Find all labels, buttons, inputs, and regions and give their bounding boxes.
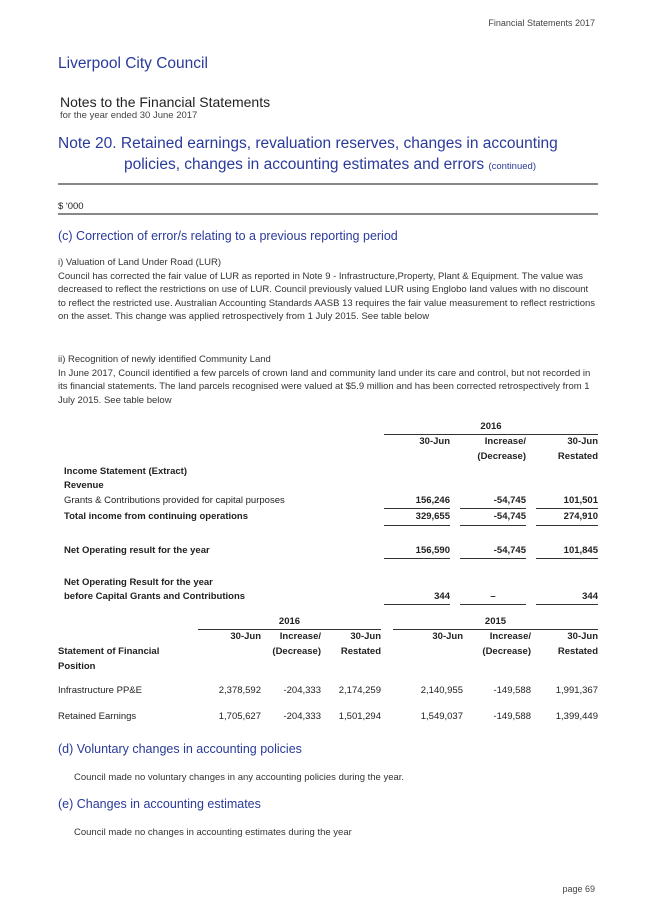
col-subheader: (Decrease) [482, 646, 531, 657]
table-row [64, 493, 598, 508]
financial-position-table [58, 614, 598, 723]
cell: -204,333 [283, 684, 321, 696]
table-row [64, 543, 598, 558]
section-e-body: Council made no changes in accounting estimates during the year [74, 827, 352, 838]
cell: 1,501,294 [338, 710, 381, 722]
row-label: Infrastructure PP&E [58, 684, 142, 696]
cell: 1,991,367 [555, 684, 598, 696]
position-title: Statement of Financial [58, 646, 160, 657]
notes-subtitle: for the year ended 30 June 2017 [60, 110, 198, 121]
cell: 344 [536, 589, 598, 604]
section-d-body: Council made no voluntary changes in any accounting policies during the year. [74, 772, 405, 783]
row-label: Total income from continuing operations [64, 511, 249, 522]
table-row [64, 589, 598, 604]
cell: -149,588 [493, 684, 531, 696]
item1-title: i) Valuation of Land Under Road (LUR) [58, 257, 221, 268]
revenue-label: Revenue [64, 480, 104, 491]
note-heading-line2-text: policies, changes in accounting estimates and errors [124, 156, 485, 173]
position-year-2016: 2016 [198, 614, 381, 629]
section-c-item2 [58, 353, 598, 407]
col-header: 30-Jun [230, 631, 261, 643]
col-subheader: (Decrease) [272, 646, 321, 657]
section-c-item1 [58, 256, 598, 324]
table-row [64, 508, 598, 525]
document-header-title: Financial Statements 2017 [488, 18, 595, 28]
cell: -54,745 [460, 493, 526, 508]
units-rule [58, 213, 598, 215]
row-label: before Capital Grants and Contributions [64, 591, 246, 602]
col-header: 30-Jun [567, 631, 598, 643]
table-row [64, 575, 598, 589]
top-rule [58, 183, 598, 185]
income-col2-header: Increase/ [484, 436, 526, 448]
cell: 274,910 [536, 508, 598, 525]
council-name: Liverpool City Council [58, 55, 208, 72]
item2-body: In June 2017, Council identified a few parcels of crown land and community land under its care and control, but not recorded in its financial statements. The land parcels recognised were valued at $5.9 million and has been corrected retrospectively from 1 July 2015. See table below [58, 367, 591, 406]
item1-body: Council has corrected the fair value of LUR as reported in Note 9 - Infrastructure,Property, Plant & Equipment. The value was decreased to reflect the restrictions on use of LUR. Council previously valued LUR using Englobo land values with no discount to reflect the restricted use. Australian Accounting Standards AASB 13 requires the fair value measurement to reflect restrictions on the asset. This change was applied retrospectively from 1 July 2015. See table below [58, 270, 596, 322]
notes-title: Notes to the Financial Statements [60, 94, 271, 110]
units-label: $ '000 [58, 201, 84, 212]
cell: – [460, 589, 526, 604]
cell: 1,705,627 [218, 710, 261, 722]
income-col3-header: 30-Jun [567, 436, 598, 448]
row-label: Retained Earnings [58, 710, 137, 722]
cell: 344 [384, 589, 450, 604]
row-label: Grants & Contributions provided for capital purposes [64, 495, 285, 506]
cell: 2,174,259 [338, 684, 381, 696]
table-row [58, 709, 598, 723]
col-subheader: Restated [557, 646, 598, 657]
cell: 101,845 [536, 543, 598, 558]
col-header: Increase/ [279, 631, 321, 643]
note-heading-line2 [124, 156, 536, 174]
cell: -54,745 [460, 508, 526, 525]
income-year-header: 2016 [384, 420, 598, 434]
col-header: 30-Jun [350, 631, 381, 643]
cell: 2,378,592 [218, 684, 261, 696]
col-header: Increase/ [489, 631, 531, 643]
cell: 156,246 [384, 493, 450, 508]
position-year-2015: 2015 [393, 614, 598, 629]
table-row [58, 683, 598, 697]
note-heading-line1: Note 20. Retained earnings, revaluation reserves, changes in accounting [58, 135, 558, 152]
item2-title: ii) Recognition of newly identified Community Land [58, 354, 271, 365]
cell: -204,333 [283, 710, 321, 722]
income-section-title: Income Statement (Extract) [64, 465, 188, 477]
section-d-heading: (d) Voluntary changes in accounting policies [58, 742, 302, 756]
row-label: Net Operating Result for the year [64, 576, 213, 588]
income-col1-header: 30-Jun [419, 436, 450, 448]
col-header: 30-Jun [432, 631, 463, 643]
section-c-heading: (c) Correction of error/s relating to a previous reporting period [58, 229, 398, 243]
position-title-cont: Position [58, 660, 96, 672]
cell: 2,140,955 [420, 684, 463, 696]
cell: 1,549,037 [420, 710, 463, 722]
cell: 329,655 [384, 508, 450, 525]
income-col2-subheader: (Decrease) [477, 451, 526, 462]
row-label: Net Operating result for the year [64, 545, 210, 556]
cell: -149,588 [493, 710, 531, 722]
cell: 101,501 [536, 493, 598, 508]
continued-label: (continued) [488, 161, 536, 172]
income-col3-subheader: Restated [557, 451, 598, 462]
col-subheader: Restated [340, 646, 381, 657]
cell: 1,399,449 [555, 710, 598, 722]
section-e-heading: (e) Changes in accounting estimates [58, 797, 261, 811]
income-statement-table [64, 420, 598, 605]
page-number: page 69 [562, 884, 595, 894]
cell: 156,590 [384, 543, 450, 558]
cell: -54,745 [460, 543, 526, 558]
